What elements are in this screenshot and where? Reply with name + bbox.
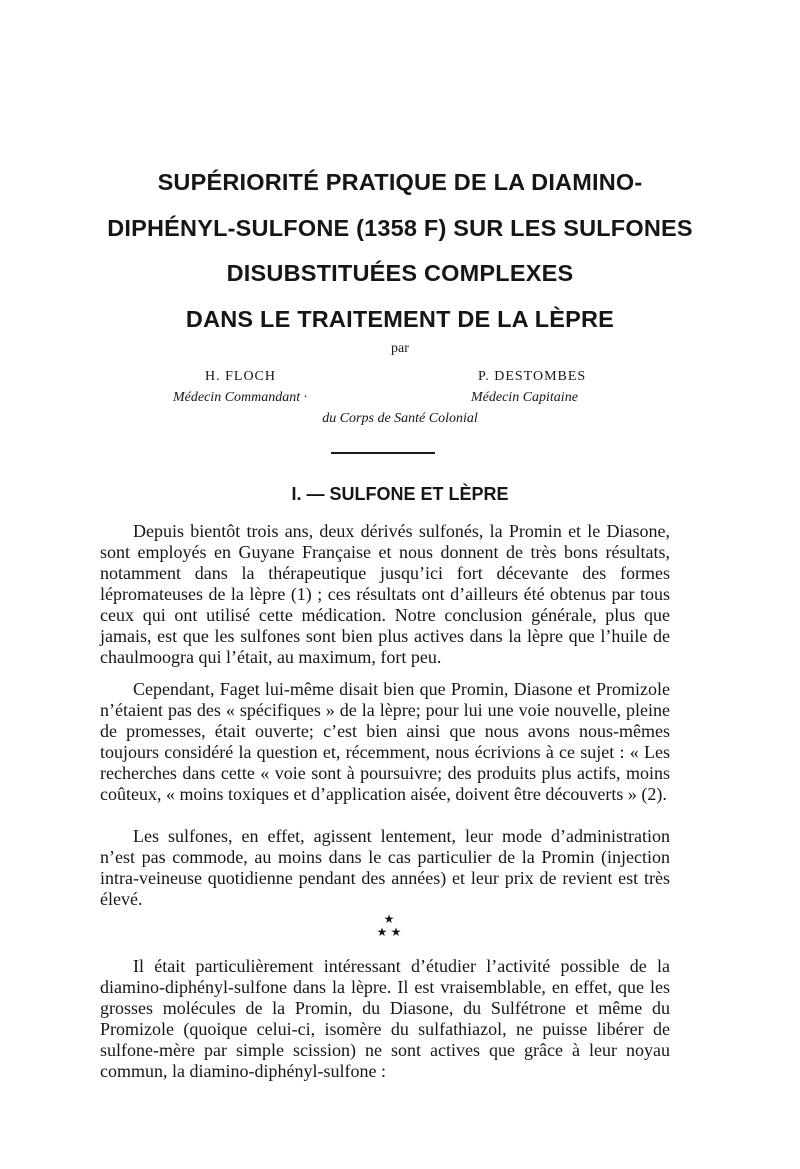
title-line-3: DISUBSTITUÉES COMPLEXES [226, 260, 574, 286]
title-line-4: DANS LE TRAITEMENT DE LA LÈPRE [185, 305, 615, 332]
svg-text:★: ★ [383, 912, 395, 926]
author1-rank: Médecin Commandant · [173, 390, 308, 405]
svg-text:★: ★ [390, 925, 402, 939]
paragraph-4: Il était particulièrement intéressant d’étudier l’activité possible de la diamino-diphényl-sulfone dans la lèpre. Il est vraisemblable, en effet, que les grosses molécules de la Promin, du Diasone, du Sulfétrone et même du Promizole (quoique celui-ci, isomère du sulfathiazol, ne puisse libérer de sulfone-mère par simple scission) ne sont actives que grâce à leur noyau commun, la diamino-diphényl-sulfone : [100, 956, 670, 1081]
author1-name: H. FLOCH [205, 369, 277, 384]
title-divider [331, 452, 435, 454]
title-line-2: DIPHÉNYL-SULFONE (1358 F) SUR LES SULFONES [107, 214, 693, 241]
paragraph-3: Les sulfones, en effet, agissent lentement, leur mode d’administration n’est pas commode, au moins dans le cas particulier de la Promin (injection intra-veineuse quotidienne pendant des années) et leur prix de revient est très élevé. [100, 826, 670, 909]
section-heading: I. — SULFONE ET LÈPRE [291, 484, 509, 504]
corps-affiliation: du Corps de Santé Colonial [322, 411, 478, 426]
asterism-icon [374, 912, 404, 940]
svg-text:★: ★ [376, 925, 388, 939]
article-title [0, 160, 800, 342]
title-line-1: SUPÉRIORITÉ PRATIQUE DE LA DIAMINO- [157, 169, 643, 195]
author2-name: P. DESTOMBES [478, 369, 587, 384]
paragraph-2: Cependant, Faget lui-même disait bien que Promin, Diasone et Promizole n’étaient pas des « spécifiques » de la lèpre; pour lui une voie nouvelle, pleine de promesses, était ouverte; c’est bien ainsi que nous avons nous-mêmes toujours considéré la question et, récemment, nous écrivions à ce sujet : « Les recherches dans cette « voie sont à poursuivre; des produits plus actifs, moins coûteux, « moins toxiques et d’application aisée, doivent être découverts » (2). [100, 679, 670, 804]
byline-par: par [391, 341, 409, 356]
paragraph-1: Depuis bientôt trois ans, deux dérivés sulfonés, la Promin et le Diasone, sont employés en Guyane Française et nous donnent de très bons résultats, notamment dans la thérapeutique jusqu’ici fort décevante des formes lépromateuses de la lèpre (1) ; ces résultats ont d’ailleurs été obtenus par tous ceux qui ont utilisé cette médication. Notre conclusion générale, plus que jamais, est que les sulfones sont bien plus actives dans la lèpre que l’huile de chaulmoogra qui l’était, au maximum, fort peu. [100, 521, 670, 667]
author2-rank: Médecin Capitaine [471, 390, 578, 405]
